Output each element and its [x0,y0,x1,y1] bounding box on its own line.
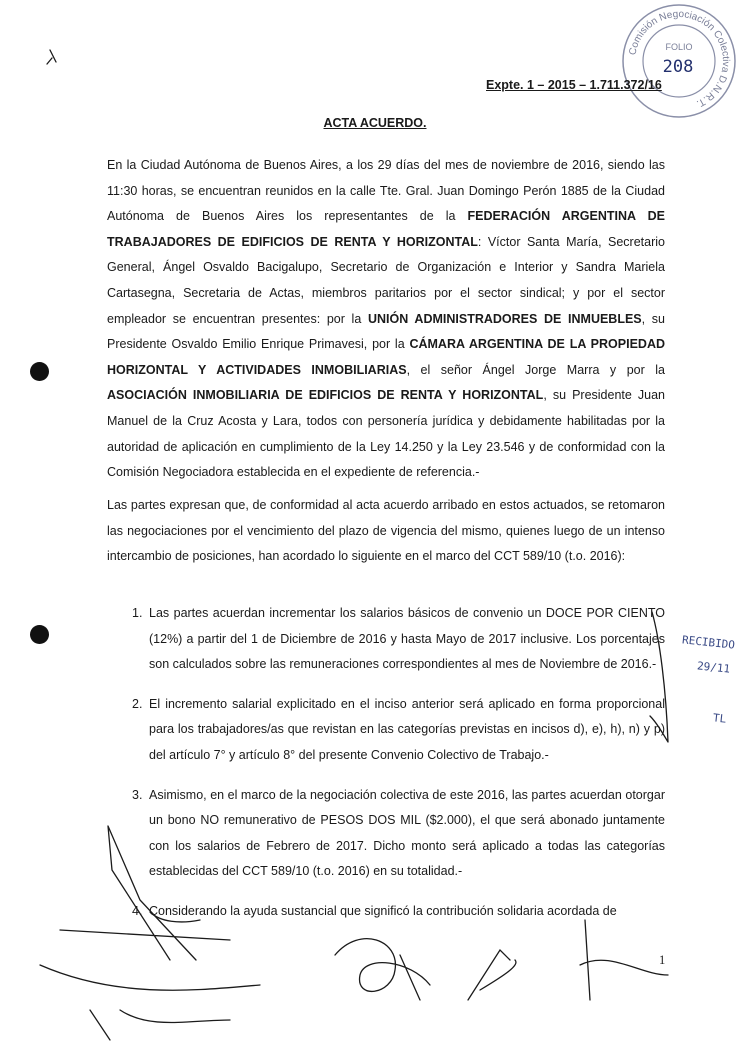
intro-bold-3: CÁMARA ARGENTINA DE LA PROPIEDAD HORIZONTAL Y ACTIVIDADES INMOBILIARIAS [107,337,666,377]
intro-bold-4: ASOCIACIÓN INMOBILIARIA DE EDIFICIOS DE RENTA Y HORIZONTAL [107,388,544,403]
signature-center [335,939,430,1000]
signature-right [468,950,516,1000]
item-text: El incremento salarial explicitado en el inciso anterior será aplicado en forma proporcional para los trabajadores/as que revistan en las categorías previstas en incisos d), e), h), n) y p) del artículo 7° y artículo 8° del presente Convenio Colectivo de Trabajo.- [149,696,665,762]
handwritten-recibido: RECIBIDO [681,633,736,652]
signature-left [40,826,260,1040]
intro-text-4: , el señor Ángel Jorge Marra y por la [406,362,665,377]
intro-text-3: , su Presidente Osvaldo Emilio Enrique Primavesi, por la [107,311,665,352]
second-paragraph: Las partes expresan que, de conformidad al acta acuerdo arribado en estos actuados, se retomaron las negociaciones por el vencimiento del plazo de vigencia del mismo, quienes luego de un intenso intercambio de posiciones, han acordado lo siguiente en el marco del CCT 589/10 (t.o. 2016): [107,498,665,564]
stamp-circle-text: Comisión Negociación Colectiva D.N.R.T. [627,8,732,109]
intro-text-2: : Víctor Santa María, Secretario General, Ángel Osvaldo Bacigalupo, Secretario de Organización e Interior y Sandra Mariela Cartasegna, Secretaria de Actas, miembros paritarios por el sector sindical; y por el sector empleador se encuentran presentes: por la [107,234,665,326]
intro-bold-1: FEDERACIÓN ARGENTINA DE TRABAJADORES DE EDIFICIOS DE RENTA Y HORIZONTAL [107,209,665,249]
handwritten-date: 29/11 [696,659,731,676]
item4-underline-marks [150,912,200,922]
item-number: 1. [132,606,143,620]
intro-text-1: En la Ciudad Autónoma de Buenos Aires, a los 29 días del mes de noviembre de 2016, siendo las 11:30 horas, se encuentran reunidos en la calle Tte. Gral. Juan Domingo Perón 1885 de la Ciudad Autónoma de Buenos Aires los representantes de la [107,158,665,224]
expediente-number: Expte. 1 – 2015 – 1.711.372/16 [486,78,662,92]
page-number: 1 [659,953,666,967]
stamp-label: FOLIO [665,42,693,52]
item-number: 2. [132,696,143,711]
item-text: Las partes acuerdan incrementar los salarios básicos de convenio un DOCE POR CIENTO (12%) a partir del 1 de Diciembre de 2016 y hasta Mayo de 2017 inclusive. Los porcentajes son calculados sobre las remuneraciones correspondientes al mes de Noviembre de 2016.- [149,606,665,672]
item-number: 3. [132,787,143,802]
margin-annotation-line [650,612,668,742]
corner-tick-mark [47,50,56,64]
intro-bold-2: UNIÓN ADMINISTRADORES DE INMUEBLES [367,311,642,326]
item-text: Considerando la ayuda sustancial que significó la contribución solidaria acordada de [149,903,617,918]
handwritten-initials: TL [712,711,727,726]
item-number: 4. [132,903,143,918]
document-title-text: ACTA ACUERDO. [323,116,427,130]
signature-far-right [580,920,668,1000]
intro-text-5: , su Presidente Juan Manuel de la Cruz Acosta y Lara, todos con personería jurídica y debidamente habilitadas por la autoridad de aplicación en cumplimiento de la Ley 14.250 y la Ley 23.546 y de conformidad con la Comisión Negociadora establecida en el expediente de referencia.- [107,388,665,480]
stamp-number: 208 [662,57,694,77]
item-text: Asimismo, en el marco de la negociación colectiva de este 2016, las partes acuerdan otorgar un bono NO remunerativo de PESOS DOS MIL ($2.000), el que será abonado juntamente con los salarios de Febrero de 2017. Dicho monto será aplicado a todas las categorías establecidas del CCT 589/10 (t.o. 2016) en su totalidad.- [149,787,665,879]
